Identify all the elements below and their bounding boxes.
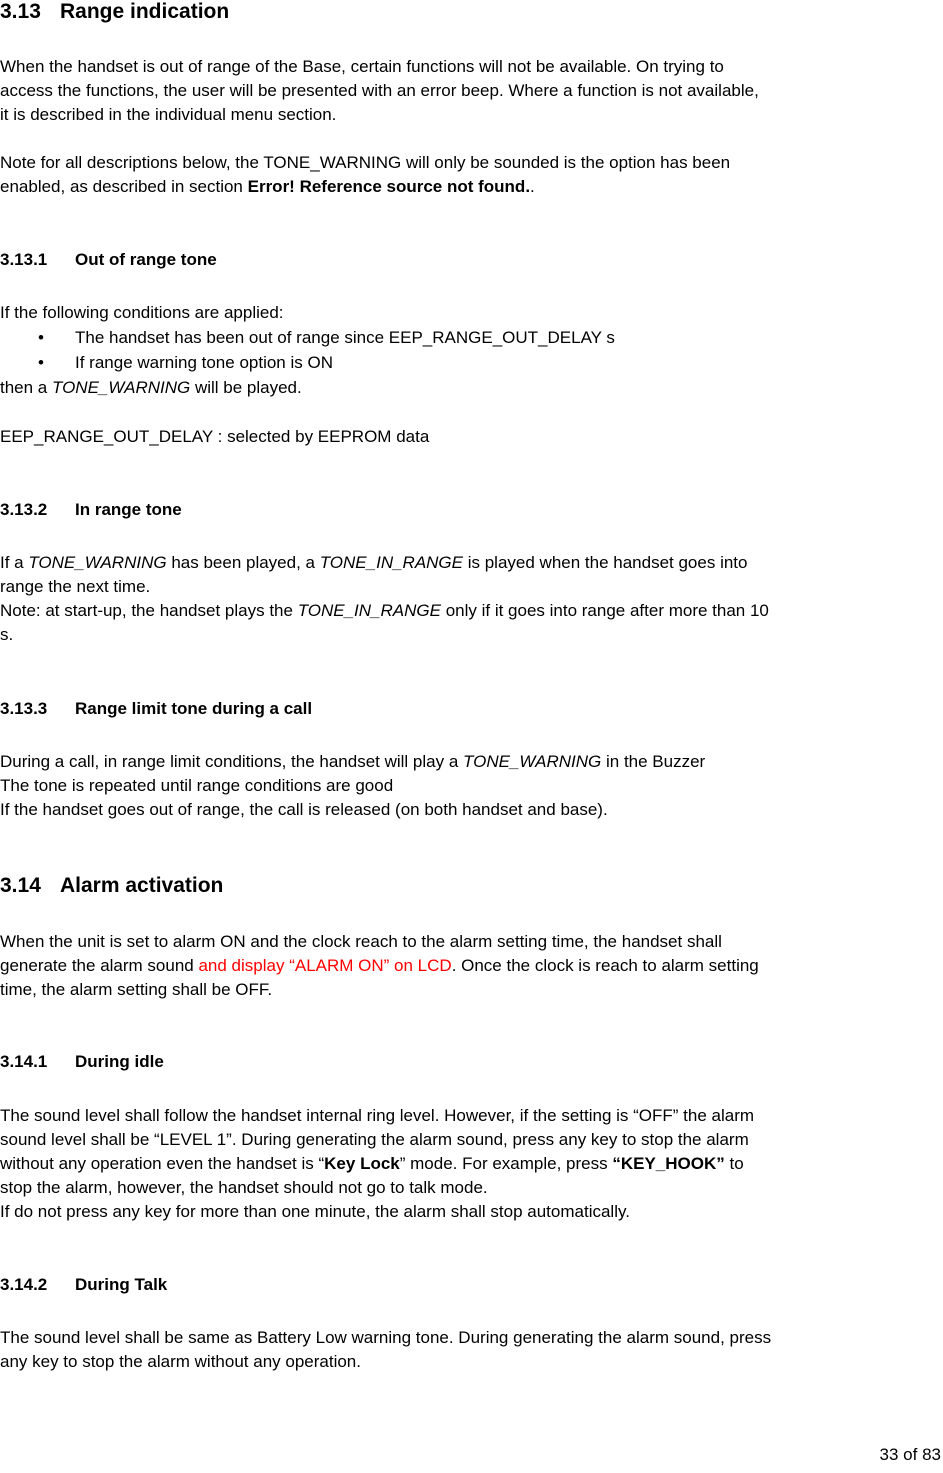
heading-title: Out of range tone: [75, 250, 217, 269]
text-line: The sound level shall be same as Battery Low warning tone. During generating the alarm sound, press: [0, 1328, 772, 1347]
text-line: If the following conditions are applied:: [0, 303, 284, 322]
heading-number: 3.13.1: [0, 250, 48, 269]
text-line: stop the alarm, however, the handset should not go to talk mode.: [0, 1178, 488, 1197]
bullet-icon: •: [38, 328, 44, 347]
conditions-intro: [0, 301, 943, 325]
heading-title: Alarm activation: [60, 874, 224, 897]
text-line: [0, 551, 943, 575]
list-item-text: The handset has been out of range since EEP_RANGE_OUT_DELAY s: [75, 328, 615, 347]
text-span: without any operation even the handset is “: [0, 1154, 325, 1173]
heading-3-13-2: [0, 500, 182, 520]
heading-3-14: [0, 874, 223, 898]
paragraph-during-idle: [0, 1104, 943, 1224]
tone-name: TONE_WARNING: [28, 553, 167, 572]
heading-number: 3.14.2: [0, 1275, 48, 1294]
text-line: EEP_RANGE_OUT_DELAY : selected by EEPROM data: [0, 427, 430, 446]
bullet-icon: •: [38, 353, 44, 372]
heading-3-14-2: [0, 1275, 167, 1295]
error-reference-text: Error! Reference source not found.: [247, 177, 531, 196]
text-line: [0, 376, 943, 400]
heading-3-13-3: [0, 699, 312, 719]
text-line: [0, 599, 943, 623]
tone-name: TONE_IN_RANGE: [297, 601, 441, 620]
page-number: 33 of 83: [879, 1445, 941, 1464]
tone-name: TONE_WARNING: [463, 752, 602, 771]
heading-3-13: [0, 0, 229, 24]
text-line: range the next time.: [0, 577, 151, 596]
text-line: time, the alarm setting shall be OFF.: [0, 980, 273, 999]
text-line: [0, 1152, 943, 1176]
heading-number: 3.13: [0, 0, 41, 23]
list-item-text: If range warning tone option is ON: [75, 353, 333, 372]
tone-name: TONE_IN_RANGE: [319, 553, 463, 572]
text-line: If the handset goes out of range, the call is released (on both handset and base).: [0, 800, 608, 819]
text-span: has been played, a: [166, 553, 320, 572]
text-line: The tone is repeated until range conditions are good: [0, 776, 394, 795]
text-line: [0, 954, 943, 978]
text-line: The sound level shall follow the handset internal ring level. However, if the setting is “OFF” the alarm: [0, 1106, 755, 1125]
heading-number: 3.14: [0, 874, 41, 897]
text-line: Note for all descriptions below, the TONE_WARNING will only be sounded is the option has been: [0, 153, 731, 172]
heading-title: During idle: [75, 1052, 164, 1071]
heading-number: 3.13.3: [0, 699, 48, 718]
heading-title: Range indication: [60, 0, 230, 23]
text-line: access the functions, the user will be presented with an error beep. Where a function is not available,: [0, 81, 759, 100]
text-span: to: [724, 1154, 744, 1173]
highlighted-text: and display “ALARM ON” on LCD: [198, 956, 452, 975]
heading-3-13-1: [0, 250, 217, 270]
eep-note: [0, 425, 943, 449]
text-line: [0, 175, 943, 199]
heading-number: 3.14.1: [0, 1052, 48, 1071]
text-span: will be played.: [190, 378, 302, 397]
key-hook-text: “KEY_HOOK”: [612, 1154, 725, 1173]
heading-3-14-1: [0, 1052, 164, 1072]
text-span: ” mode. For example, press: [399, 1154, 613, 1173]
text-line: [0, 750, 943, 774]
text-line: sound level shall be “LEVEL 1”. During generating the alarm sound, press any key to stop the alarm: [0, 1130, 749, 1149]
text-line: any key to stop the alarm without any operation.: [0, 1352, 361, 1371]
tone-name: TONE_WARNING: [52, 378, 191, 397]
paragraph-in-range: [0, 551, 943, 647]
text-span: generate the alarm sound: [0, 956, 199, 975]
heading-title: During Talk: [75, 1275, 168, 1294]
text-span: in the Buzzer: [601, 752, 706, 771]
text-span: If a: [0, 553, 29, 572]
paragraph-range-intro: [0, 55, 943, 127]
heading-title: In range tone: [75, 500, 182, 519]
paragraph-tone-warning-note: [0, 151, 943, 199]
text-span: is played when the handset goes into: [463, 553, 748, 572]
text-span: then a: [0, 378, 52, 397]
text-span: .: [530, 177, 535, 196]
text-span: only if it goes into range after more than 10: [440, 601, 769, 620]
heading-number: 3.13.2: [0, 500, 48, 519]
text-line: If do not press any key for more than one minute, the alarm shall stop automatically.: [0, 1202, 630, 1221]
text-line: When the unit is set to alarm ON and the clock reach to the alarm setting time, the handset shall: [0, 932, 722, 951]
text-line: it is described in the individual menu section.: [0, 105, 337, 124]
text-span: enabled, as described in section: [0, 177, 248, 196]
text-span: . Once the clock is reach to alarm setting: [451, 956, 759, 975]
text-span: Note: at start-up, the handset plays the: [0, 601, 298, 620]
heading-title: Range limit tone during a call: [75, 699, 313, 718]
text-span: During a call, in range limit conditions, the handset will play a: [0, 752, 464, 771]
paragraph-alarm-activation: [0, 930, 943, 1002]
then-statement: [0, 376, 943, 400]
text-line: s.: [0, 625, 14, 644]
paragraph-range-limit: [0, 750, 943, 822]
text-line: When the handset is out of range of the Base, certain functions will not be available. On trying to: [0, 57, 724, 76]
paragraph-during-talk: [0, 1326, 943, 1374]
key-lock-text: Key Lock: [324, 1154, 400, 1173]
